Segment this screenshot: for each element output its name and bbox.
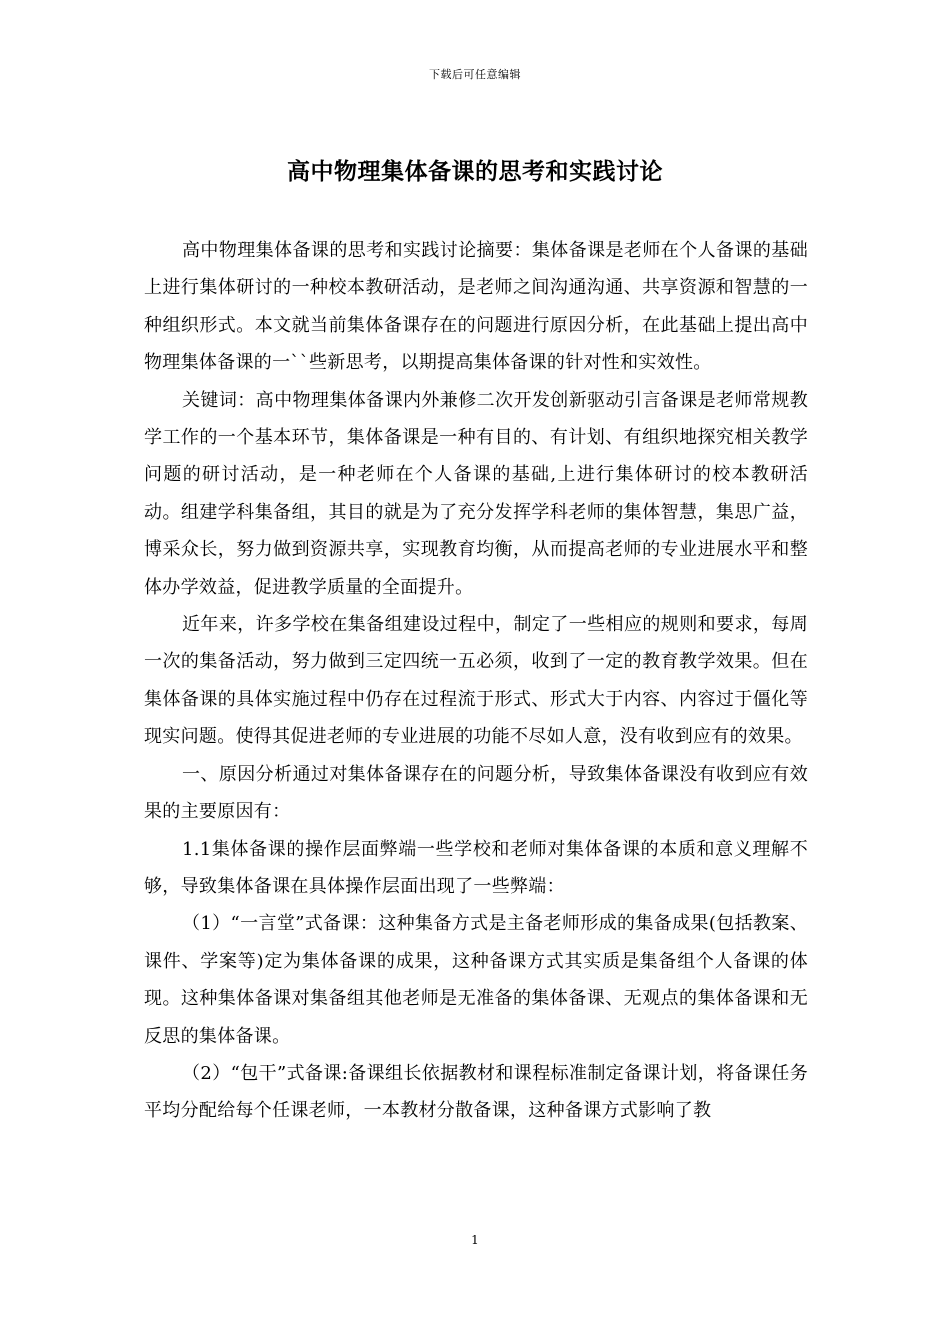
document-body [144,232,808,1130]
paragraph-item-2: （2）“包干”式备课:备课组长依据教材和课程标准制定备课计划，将备课任务平均分配给每个任课老师，一本教材分散备课，这种备课方式影响了教 [144,1062,808,1122]
document-title: 高中物理集体备课的思考和实践讨论 [287,158,663,185]
page-number: 1 [471,1233,479,1247]
paragraph-item-1: （1）“一言堂”式备课：这种集备方式是主备老师形成的集备成果(包括教案、课件、学案等)定为集体备课的成果，这种备课方式其实质是集备组个人备课的体现。这种集体备课对集备组其他老师是无准备的集体备课、无观点的集体备课和无反思的集体备课。 [144,913,808,1047]
paragraph-keywords: 关键词：高中物理集体备课内外兼修二次开发创新驱动引言备课是老师常规教学工作的一个基本环节，集体备课是一种有目的、有计划、有组织地探究相关教学问题的研讨活动，是一种老师在个人备课的基础,上进行集体研讨的校本教研活动。组建学科集备组，其目的就是为了充分发挥学科老师的集体智慧，集思广益，博采众长，努力做到资源共享，实现教育均衡，从而提高老师的专业进展水平和整体办学效益，促进教学质量的全面提升。 [144,389,808,598]
paragraph-abstract: 高中物理集体备课的思考和实践讨论摘要：集体备课是老师在个人备课的基础上进行集体研讨的一种校本教研活动，是老师之间沟通沟通、共享资源和智慧的一种组织形式。本文就当前集体备课存在的问题进行原因分析，在此基础上提出高中物理集体备课的一``些新思考，以期提高集体备课的针对性和实效性。 [144,240,808,374]
page-header: 下载后可任意编辑 [429,68,521,81]
paragraph-recent-years: 近年来，许多学校在集备组建设过程中，制定了一些相应的规则和要求，每周一次的集备活动，努力做到三定四统一五必须，收到了一定的教育教学效果。但在集体备课的具体实施过程中仍存在过程流于形式、形式大于内容、内容过于僵化等现实问题。使得其促进老师的专业进展的功能不尽如人意，没有收到应有的效果。 [144,614,808,748]
paragraph-section-1-1: 1.1集体备课的操作层面弊端一些学校和老师对集体备课的本质和意义理解不够，导致集体备课在具体操作层面出现了一些弊端： [144,838,808,897]
paragraph-section-1: 一、原因分析通过对集体备课存在的问题分析，导致集体备课没有收到应有效果的主要原因有： [144,763,808,823]
